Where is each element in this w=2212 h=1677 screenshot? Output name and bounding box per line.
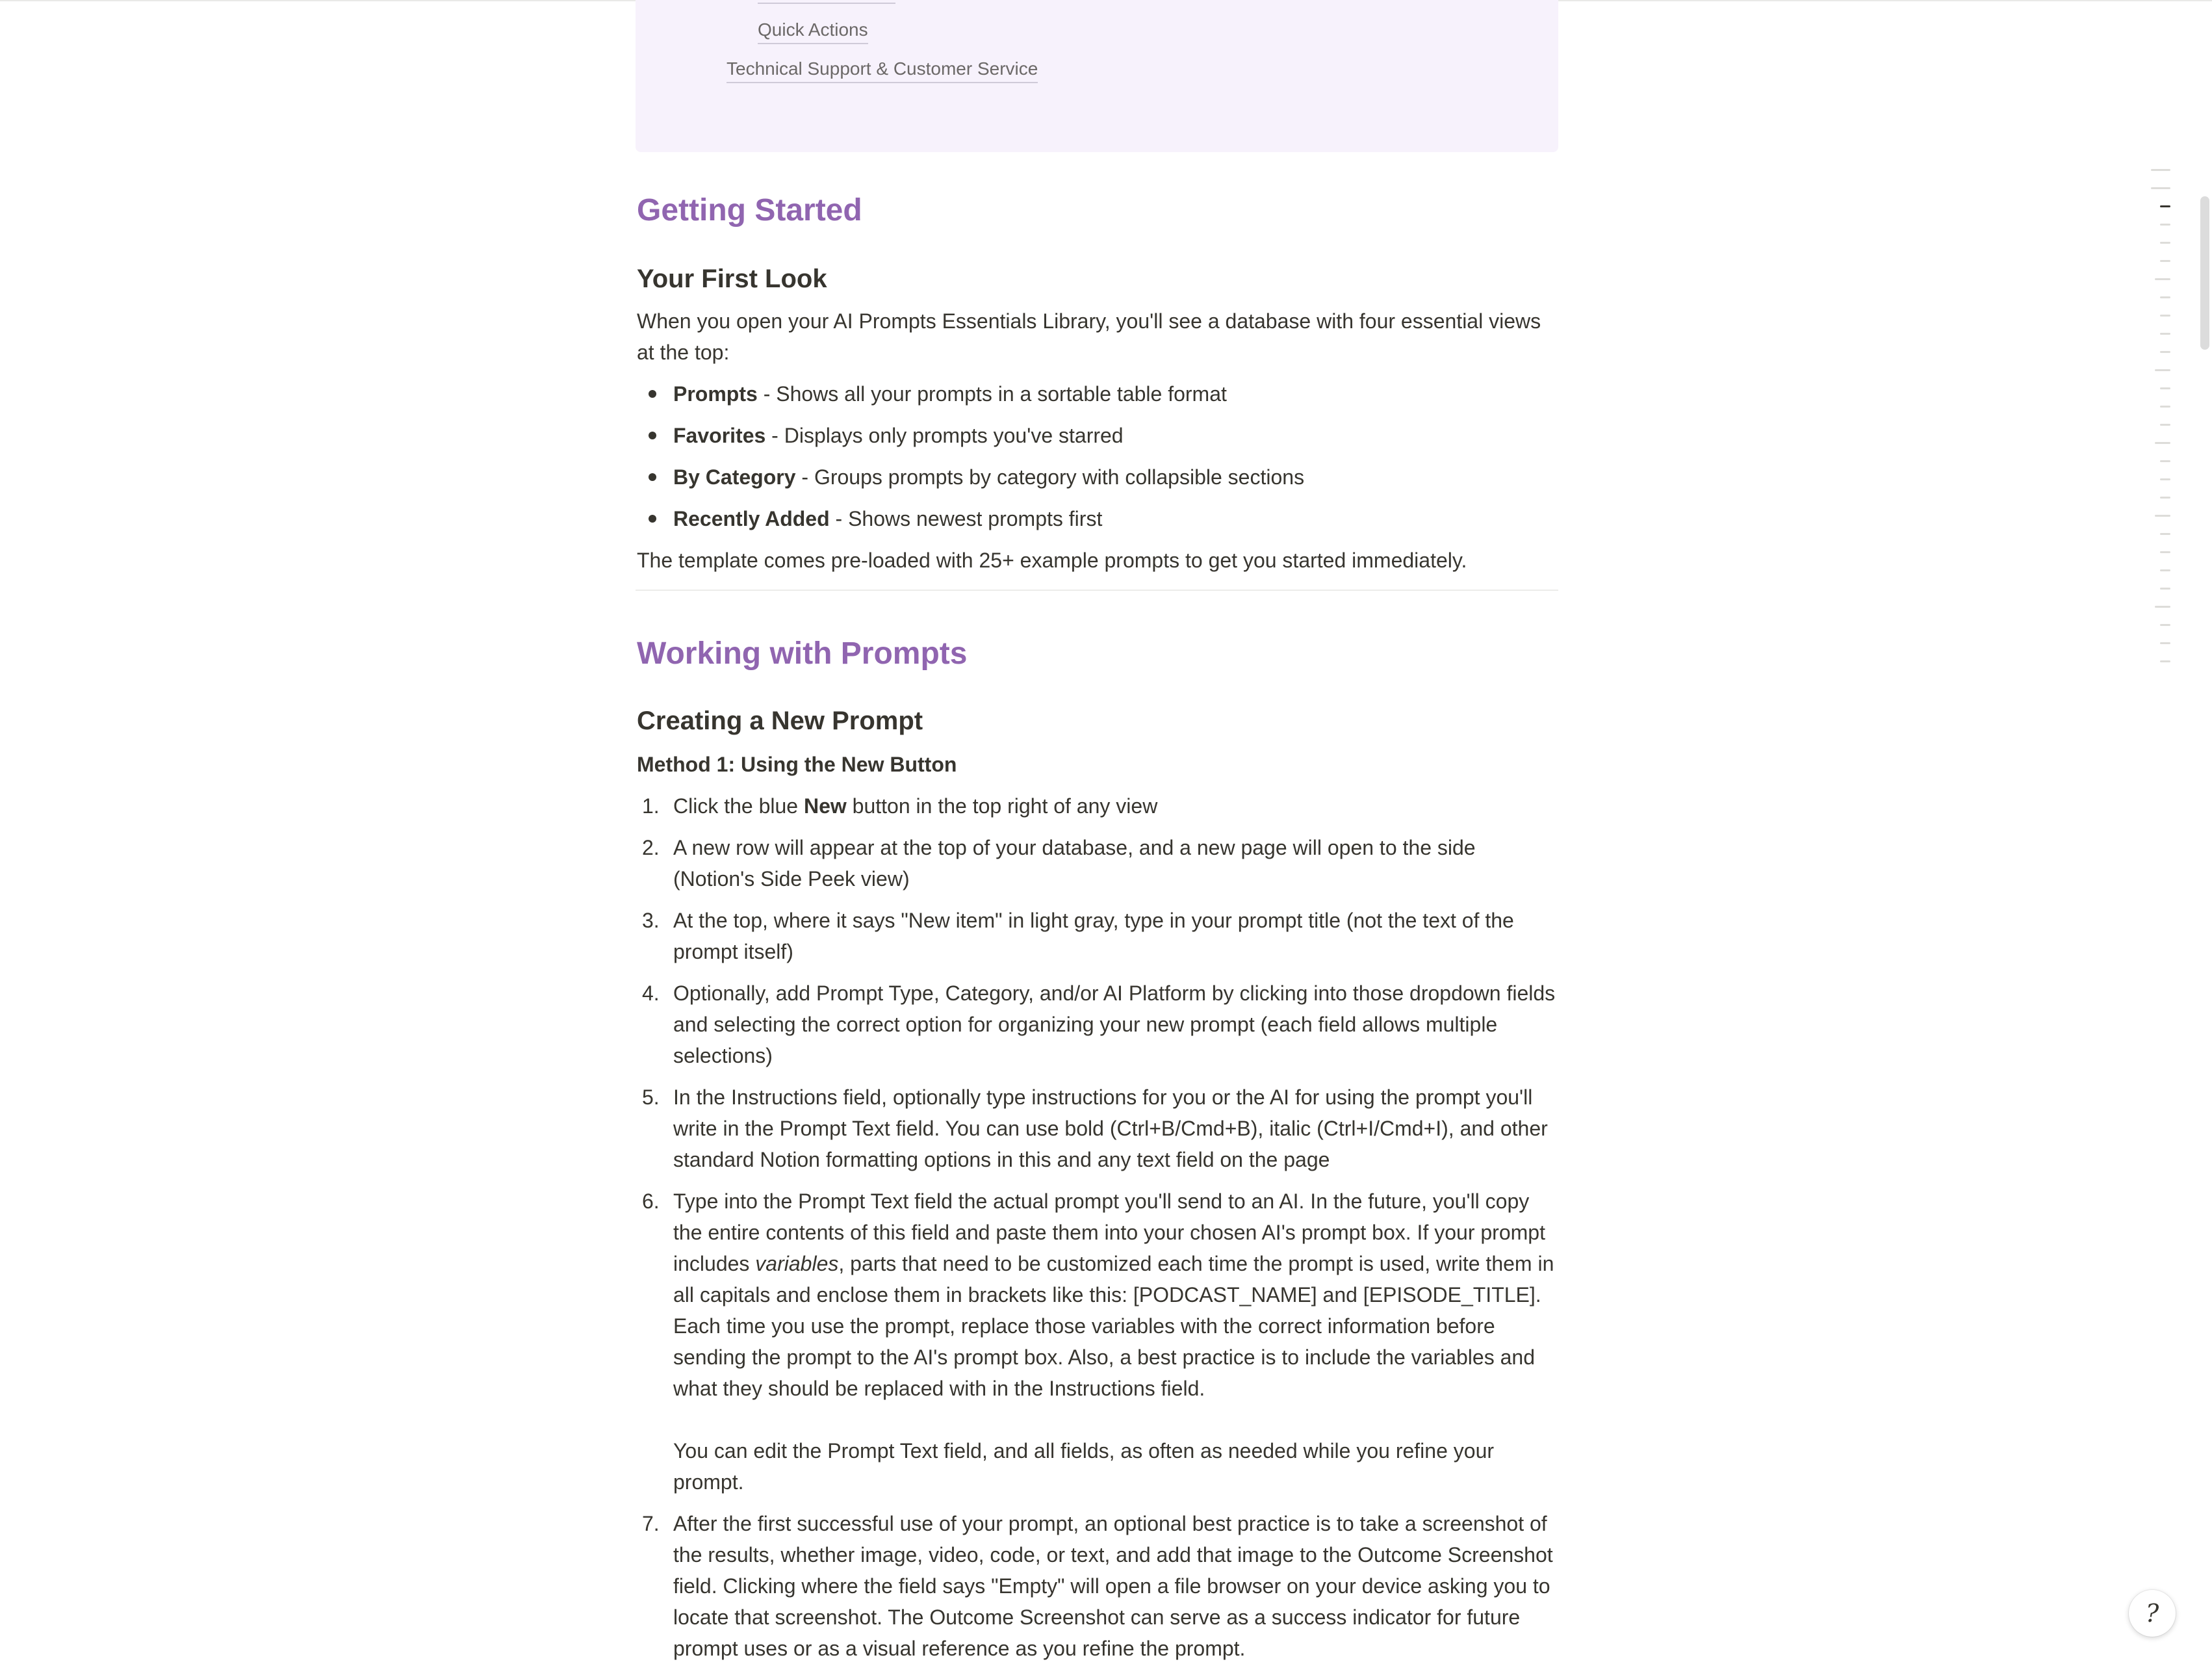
item-extra-text: You can edit the Prompt Text field, and all fields, as often as needed while you refine your prompt. <box>673 1439 1495 1494</box>
paragraph-intro: When you open your AI Prompts Essentials Library, you'll see a database with four essential views at the top: <box>637 309 1541 364</box>
item-number: 7. <box>642 1512 660 1535</box>
view-desc: - Displays only prompts you've starred <box>765 424 1124 447</box>
item-text: At the top, where it says "New item" in light gray, type in your prompt title (not the text of the prompt itself) <box>673 909 1514 963</box>
item-number: 2. <box>642 836 660 859</box>
view-name: Favorites <box>673 424 766 447</box>
view-desc: - Shows all your prompts in a sortable table format <box>757 382 1227 406</box>
heading-working-with-prompts: Working with Prompts <box>637 636 968 671</box>
toc-link-technical-support[interactable]: Technical Support & Customer Service <box>727 57 1038 83</box>
item-number: 6. <box>642 1190 660 1213</box>
view-desc: - Shows newest prompts first <box>829 507 1103 530</box>
heading-your-first-look: Your First Look <box>637 265 827 293</box>
item-number: 1. <box>642 794 660 818</box>
item-text: A new row will appear at the top of your database, and a new page will open to the side (Notion's Side Peek view) <box>673 836 1476 890</box>
item-number: 5. <box>642 1086 660 1109</box>
scrollbar-thumb[interactable] <box>2200 196 2209 350</box>
view-name: Recently Added <box>673 507 830 530</box>
item-text: In the Instructions field, optionally type instructions for you or the AI for using the prompt you'll write in the Prompt Text field. You can use bold (Ctrl+B/Cmd+B), italic (Ctrl+I/Cmd+I), and other standard Notion formatting options in this and any text field on the page <box>673 1086 1548 1171</box>
help-button[interactable] <box>2129 1590 2176 1637</box>
bullet <box>649 515 656 523</box>
item-text: Type into the Prompt Text field the actual prompt you'll send to an AI. In the future, you'll copy the entire contents of this field and paste them into your chosen AI's prompt box. If your prompt includes variables, parts that need to be customized each time the prompt is used, write them in all capitals and enclose them in brackets like this: [PODCAST_NAME] and [EPISODE_TITLE]. Each time you use the prompt, replace those variables with the correct information before sending the prompt to the AI's prompt box. Also, a best practice is to include the variables and what they should be replaced with in the Instructions field. You can edit the Prompt Text field, and all fields, as often as needed while you refine your prompt. <box>673 1190 1554 1494</box>
bullet <box>649 432 656 439</box>
divider <box>636 590 1558 591</box>
item-text: Optionally, add Prompt Type, Category, and/or AI Platform by clicking into those dropdown fields and selecting the correct option for organizing your new prompt (each field allows multiple selections) <box>673 982 1556 1067</box>
toc-link-quick-actions[interactable]: Quick Actions <box>758 18 868 44</box>
item-text: Click the blue New button in the top right of any view <box>673 794 1158 818</box>
table-of-contents-minimap[interactable] <box>2144 162 2170 682</box>
view-name: Prompts <box>673 382 758 406</box>
view-desc: - Groups prompts by category with collapsible sections <box>795 465 1305 489</box>
help-icon: ? <box>2145 1599 2159 1628</box>
toc-link-underline <box>758 0 895 4</box>
bullet <box>649 473 656 481</box>
view-name: By Category <box>673 465 796 489</box>
heading-creating-new-prompt: Creating a New Prompt <box>637 707 923 735</box>
table-of-contents <box>636 0 1558 152</box>
heading-getting-started: Getting Started <box>637 193 862 228</box>
item-number: 4. <box>642 982 660 1005</box>
bullet <box>649 390 656 398</box>
item-text: After the first successful use of your prompt, an optional best practice is to take a screenshot of the results, whether image, video, code, or text, and add that image to the Outcome Screenshot field. Clicking where the field says "Empty" will open a file browser on your device asking you to locate that screenshot. The Outcome Screenshot can serve as a success indicator for future prompt uses or as a visual reference as you refine the prompt. <box>673 1512 1553 1660</box>
paragraph-outro: The template comes pre-loaded with 25+ example prompts to get you started immediately. <box>637 549 1467 572</box>
item-number: 3. <box>642 909 660 932</box>
heading-method-1: Method 1: Using the New Button <box>637 753 957 776</box>
